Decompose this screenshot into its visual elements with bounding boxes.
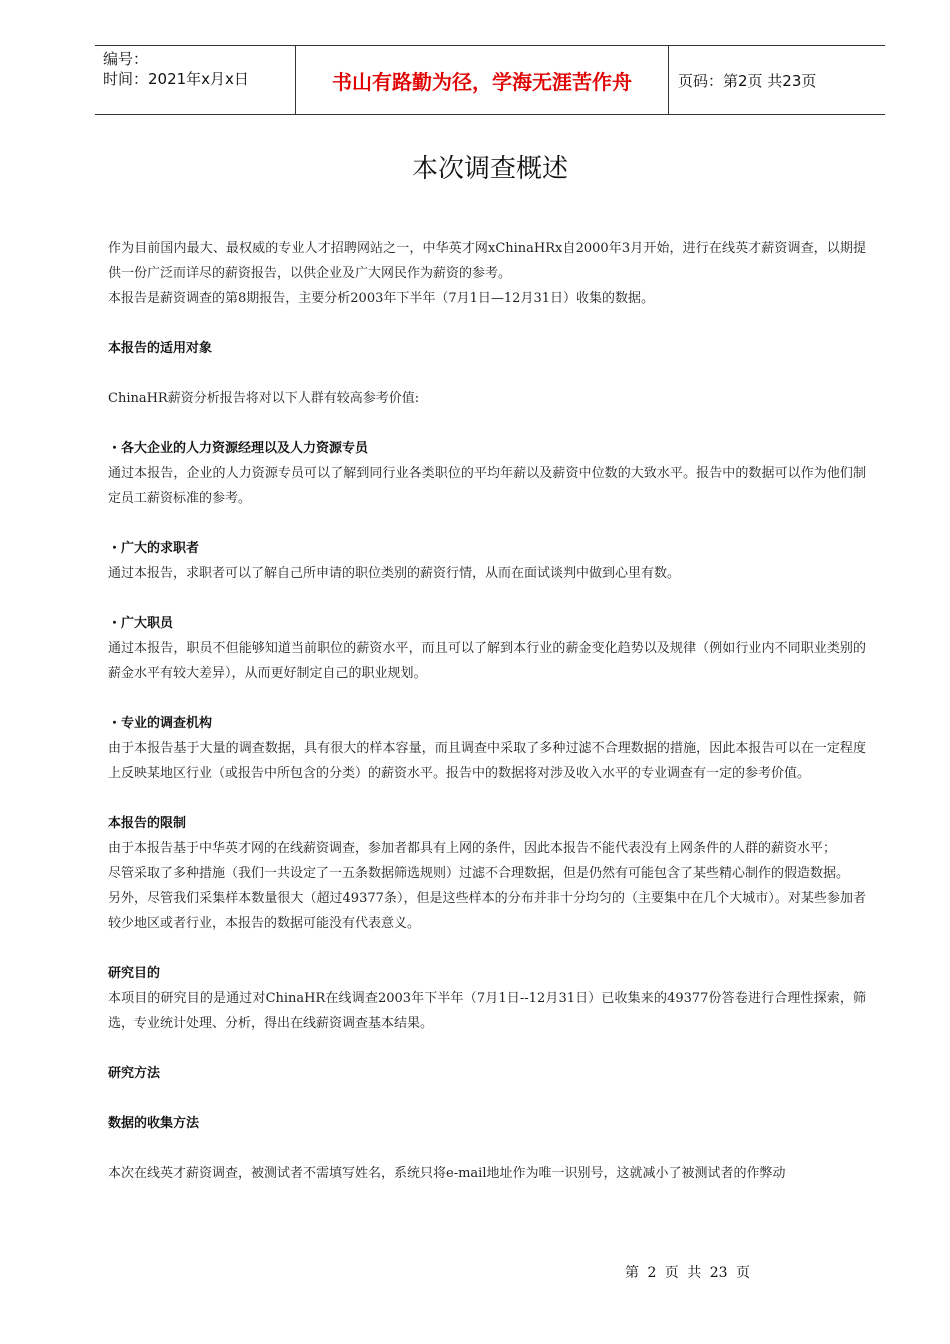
section-heading-method: 研究方法 [108, 1066, 161, 1081]
page-header [95, 45, 885, 115]
group-text-hr: 通过本报告，企业的人力资源专员可以了解到同行业各类职位的平均年薪以及薪资中位数的大致水平。报告中的数据可以作为他们制定员工薪资标准的参考。 [108, 466, 866, 506]
group-heading-employees: ・广大职员 [108, 616, 174, 631]
header-page-info: 页码：第2页 共23页 [678, 71, 817, 90]
collection-paragraph: 本次在线英才薪资调查，被测试者不需填写姓名，系统只将e-mail地址作为唯一识别号，这就减小了被测试者的作弊动 [108, 1166, 786, 1181]
group-text-jobseekers: 通过本报告，求职者可以了解自己所申请的职位类别的薪资行情，从而在面试谈判中做到心里有数。 [108, 566, 681, 581]
intro-paragraph-1: 作为目前国内最大、最权威的专业人才招聘网站之一，中华英才网xChinaHRx自2000年3月开始，进行在线英才薪资调查，以期提供一份广泛而详尽的薪资报告，以供企业及广大网民作为薪资的参考。 [108, 241, 866, 281]
limits-paragraph-2: 尽管采取了多种措施（我们一共设定了一五条数据筛选规则）过滤不合理数据，但是仍然有可能包含了某些精心制作的假造数据。 [108, 866, 850, 881]
header-motto: 书山有路勤为径，学海无涯苦作舟 [332, 69, 632, 94]
page-title: 本次调查概述 [411, 154, 568, 184]
header-motto-cell [295, 46, 669, 114]
document-code-label: 编号： [103, 50, 149, 68]
document-body [108, 236, 866, 1186]
section-heading-applicable: 本报告的适用对象 [108, 341, 213, 356]
applicable-intro: ChinaHR薪资分析报告将对以下人群有较高参考价值: [108, 391, 420, 406]
group-heading-research-orgs: ・专业的调查机构 [108, 716, 213, 731]
section-heading-purpose: 研究目的 [108, 966, 161, 981]
section-heading-collection: 数据的收集方法 [108, 1116, 200, 1131]
group-text-research-orgs: 由于本报告基于大量的调查数据，具有很大的样本容量，而且调查中采取了多种过滤不合理数据的措施，因此本报告可以在一定程度上反映某地区行业（或报告中所包含的分类）的薪资水平。报告中的数据将对涉及收入水平的专业调查有一定的参考价值。 [108, 741, 866, 781]
limits-paragraph-3: 另外，尽管我们采集样本数量很大（超过49377条），但是这些样本的分布并非十分均匀的（主要集中在几个大城市）。对某些参加者较少地区或者行业，本报告的数据可能没有代表意义。 [108, 891, 866, 931]
page-footer: 第 2 页 共 23 页 [625, 1265, 750, 1281]
document-time-label: 时间：2021年x月x日 [103, 70, 249, 88]
header-left-cell [95, 46, 295, 114]
limits-paragraph-1: 由于本报告基于中华英才网的在线薪资调查，参加者都具有上网的条件，因此本报告不能代表没有上网条件的人群的薪资水平； [108, 841, 837, 856]
intro-paragraph-2: 本报告是薪资调查的第8期报告，主要分析2003年下半年（7月1日—12月31日）收集的数据。 [108, 291, 654, 306]
section-heading-limits: 本报告的限制 [108, 816, 187, 831]
group-heading-jobseekers: ・广大的求职者 [108, 541, 200, 556]
header-page-cell [668, 46, 885, 114]
purpose-paragraph: 本项目的研究目的是通过对ChinaHR在线调查2003年下半年（7月1日--12月31日）已收集来的49377份答卷进行合理性探索，筛选，专业统计处理、分析，得出在线薪资调查基本结果。 [108, 991, 866, 1031]
group-text-employees: 通过本报告，职员不但能够知道当前职位的薪资水平，而且可以了解到本行业的薪金变化趋势以及规律（例如行业内不同职业类别的薪金水平有较大差异），从而更好制定自己的职业规划。 [108, 641, 866, 681]
group-heading-hr: ・各大企业的人力资源经理以及人力资源专员 [108, 441, 369, 456]
